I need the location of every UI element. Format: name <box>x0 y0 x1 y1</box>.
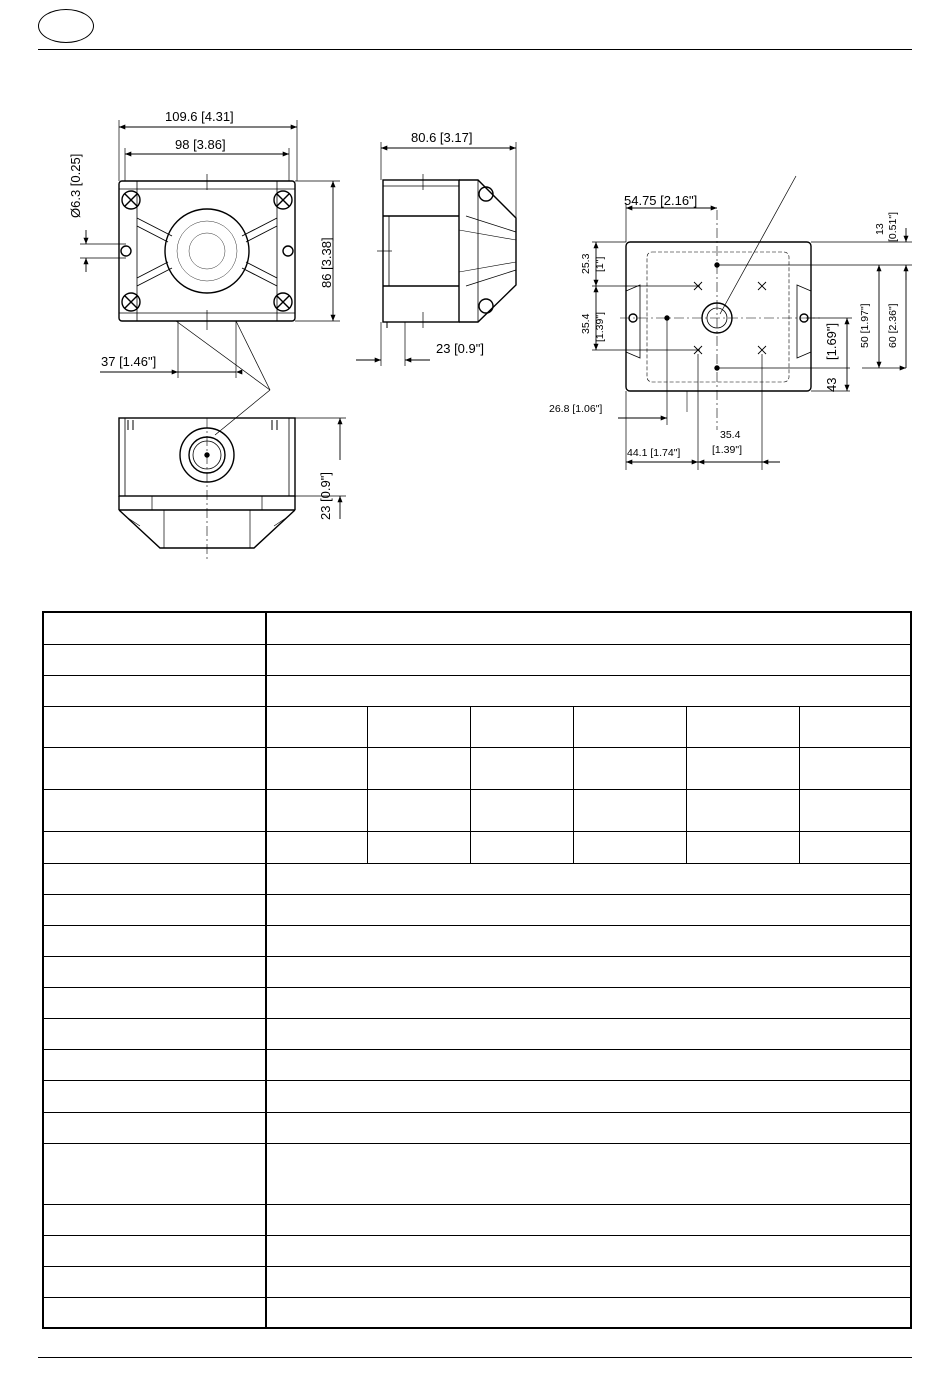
row-label <box>43 675 266 706</box>
table-row <box>43 675 911 706</box>
table-row <box>43 612 911 644</box>
table-row <box>43 1298 911 1328</box>
row-label <box>43 1112 266 1143</box>
row-cell <box>367 790 470 832</box>
row-value <box>266 1143 911 1204</box>
side-flange-label: 23 [0.9"] <box>436 341 484 356</box>
row-label <box>43 925 266 956</box>
row-label <box>43 1267 266 1298</box>
row-value <box>266 1081 911 1112</box>
table-row <box>43 1019 911 1050</box>
row-label <box>43 863 266 894</box>
row-label <box>43 1081 266 1112</box>
row-cell <box>367 748 470 790</box>
front-hole-diameter-label: Ø6.3 [0.25] <box>68 153 83 218</box>
row-value <box>266 675 911 706</box>
row-value <box>266 1112 911 1143</box>
rear-13-label: 13 <box>874 223 886 235</box>
rear-top-offset-label: 54.75 [2.16"] <box>624 193 698 208</box>
table-row <box>43 863 911 894</box>
row-cell <box>266 790 367 832</box>
table-row <box>43 956 911 987</box>
row-value <box>266 1019 911 1050</box>
row-label <box>43 706 266 747</box>
row-label <box>43 894 266 925</box>
row-value <box>266 612 911 644</box>
row-cell <box>686 790 799 832</box>
row-value <box>266 1050 911 1081</box>
footer-rule <box>38 1357 912 1358</box>
rear-50-label: 50 [1.97"] <box>859 303 871 348</box>
row-label <box>43 644 266 675</box>
row-value <box>266 1298 911 1328</box>
spec-table <box>42 611 912 1329</box>
rear-1-69-label: [1.69"] <box>824 322 839 360</box>
table-row <box>43 894 911 925</box>
table-row <box>43 925 911 956</box>
table-row <box>43 1236 911 1267</box>
table-row <box>43 1081 911 1112</box>
rear-44-1-label: 44.1 [1.74"] <box>627 447 681 459</box>
row-cell <box>266 832 367 863</box>
row-label <box>43 748 266 790</box>
row-label <box>43 1019 266 1050</box>
row-label <box>43 1143 266 1204</box>
table-row <box>43 832 911 863</box>
row-cell <box>266 748 367 790</box>
front-view <box>80 120 340 435</box>
table-row <box>43 1143 911 1204</box>
row-cell <box>573 832 686 863</box>
table-row <box>43 644 911 675</box>
table-row <box>43 988 911 1019</box>
row-value <box>266 988 911 1019</box>
rear-25-3-label: 25.3 <box>580 253 592 274</box>
row-cell <box>799 706 911 747</box>
row-value <box>266 863 911 894</box>
row-value <box>266 644 911 675</box>
rear-35-4-horiz-label: 35.4 <box>720 429 741 441</box>
rear-26-8-label: 26.8 [1.06"] <box>549 403 603 415</box>
row-value <box>266 894 911 925</box>
row-value <box>266 1267 911 1298</box>
row-label <box>43 790 266 832</box>
row-cell <box>686 706 799 747</box>
row-label <box>43 1050 266 1081</box>
front-overall-width-label: 109.6 [4.31] <box>165 109 234 124</box>
table-row <box>43 1050 911 1081</box>
row-value <box>266 1236 911 1267</box>
rear-43-label: 43 <box>824 377 839 392</box>
row-cell <box>470 790 573 832</box>
row-label <box>43 612 266 644</box>
table-row <box>43 748 911 790</box>
row-value <box>266 956 911 987</box>
bottom-view <box>119 418 346 560</box>
row-cell <box>686 832 799 863</box>
row-cell <box>367 706 470 747</box>
side-depth-label: 80.6 [3.17] <box>411 130 473 145</box>
bottom-height-label: 23 [0.9"] <box>318 472 333 520</box>
front-offset-label: 37 [1.46"] <box>101 354 157 369</box>
row-label <box>43 1204 266 1235</box>
row-label <box>43 988 266 1019</box>
row-cell <box>799 748 911 790</box>
rear-1-39-horiz-label: [1.39"] <box>712 444 742 456</box>
table-row <box>43 706 911 747</box>
rear-35-4-vert-label: 35.4 <box>580 313 592 334</box>
row-cell <box>799 832 911 863</box>
front-height-label: 86 [3.38] <box>319 237 334 288</box>
row-label <box>43 956 266 987</box>
row-value <box>266 925 911 956</box>
rear-60-label: 60 [2.36"] <box>887 303 899 348</box>
row-cell <box>367 832 470 863</box>
table-row <box>43 1204 911 1235</box>
table-row <box>43 1112 911 1143</box>
row-cell <box>470 832 573 863</box>
rear-1-39-vert-label: [1.39"] <box>594 312 606 342</box>
row-cell <box>470 748 573 790</box>
row-cell <box>573 706 686 747</box>
table-row <box>43 1267 911 1298</box>
rear-1in-label: [1"] <box>594 256 606 272</box>
row-cell <box>573 790 686 832</box>
row-cell <box>573 748 686 790</box>
row-label <box>43 1236 266 1267</box>
row-value <box>266 1204 911 1235</box>
row-cell <box>686 748 799 790</box>
row-cell <box>470 706 573 747</box>
rear-0-51-label: [0.51"] <box>887 212 899 242</box>
dimension-drawing <box>0 0 950 600</box>
row-cell <box>799 790 911 832</box>
front-inner-width-label: 98 [3.86] <box>175 137 226 152</box>
row-label <box>43 832 266 863</box>
row-label <box>43 1298 266 1328</box>
side-view <box>356 142 516 366</box>
table-row <box>43 790 911 832</box>
row-cell <box>266 706 367 747</box>
